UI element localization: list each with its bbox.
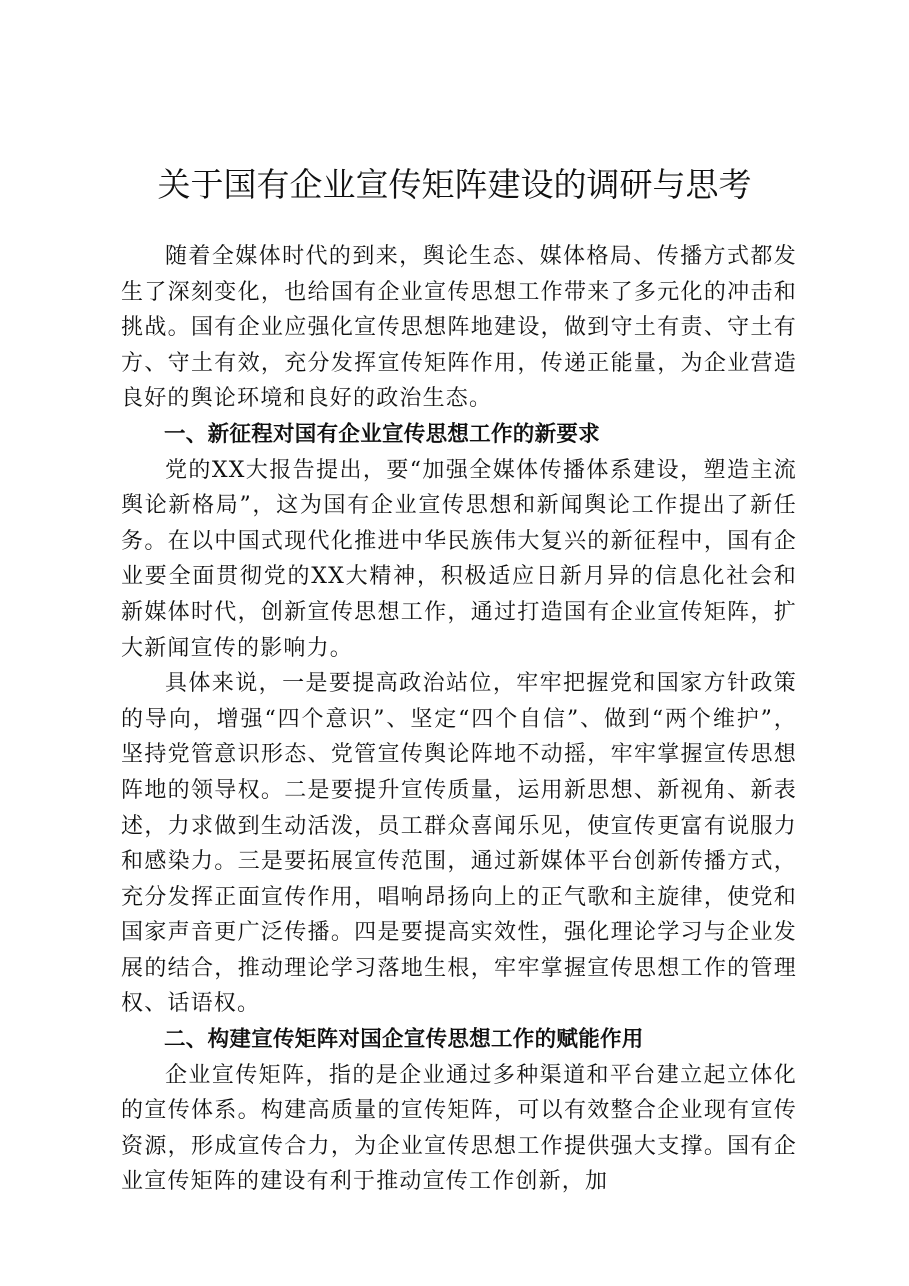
paragraph-specifics: 具体来说，一是要提高政治站位，牢牢把握党和国家方针政策的导向，增强“四个意识”、坚定“四个自信”、做到“两个维护”，坚持党管意识形态、党管宣传舆论阵地不动摇，牢牢掌握宣传思想阵地的领导权。二是要提升宣传质量，运用新思想、新视角、新表述，力求做到生动活泼，员工群众喜闻乐见，使宣传更富有说服力和感染力。三是要拓展宣传范围，通过新媒体平台创新传播方式，充分发挥正面宣传作用，唱响昂扬向上的正气歌和主旋律，使党和国家声音更广泛传播。四是要提高实效性，强化理论学习与企业发展的结合，推动理论学习落地生根，牢牢掌握宣传思想工作的管理权、话语权。 bbox=[121, 671, 797, 1017]
paragraph-intro: 随着全媒体时代的到来，舆论生态、媒体格局、传播方式都发生了深刻变化，也给国有企业宣传思想工作带来了多元化的冲击和挑战。国有企业应强化宣传思想阵地建设，做到守土有责、守土有方、守土有效，充分发挥宣传矩阵作用，传递正能量，为企业营造良好的舆论环境和良好的政治生态。 bbox=[121, 244, 797, 412]
document-title: 关于国有企业宣传矩阵建设的调研与思考 bbox=[157, 165, 752, 204]
section-heading-1: 一、新征程对国有企业宣传思想工作的新要求 bbox=[164, 421, 601, 447]
document-body bbox=[121, 239, 797, 1200]
paragraph-report: 党的XX大报告提出，要“加强全媒体传播体系建设，塑造主流舆论新格局”，这为国有企业宣传思想和新闻舆论工作提出了新任务。在以中国式现代化推进中华民族伟大复兴的新征程中，国有企业要全面贯彻党的XX大精神，积极适应日新月异的信息化社会和新媒体时代，创新宣传思想工作，通过打造国有企业宣传矩阵，扩大新闻宣传的影响力。 bbox=[121, 457, 797, 661]
section-heading-2: 二、构建宣传矩阵对国企宣传思想工作的赋能作用 bbox=[164, 1027, 644, 1053]
paragraph-matrix: 企业宣传矩阵，指的是企业通过多种渠道和平台建立起立体化的宣传体系。构建高质量的宣传矩阵，可以有效整合企业现有宣传资源，形成宣传合力，为企业宣传思想工作提供强大支撑。国有企业宣传矩阵的建设有利于推动宣传工作创新，加 bbox=[121, 1062, 797, 1195]
